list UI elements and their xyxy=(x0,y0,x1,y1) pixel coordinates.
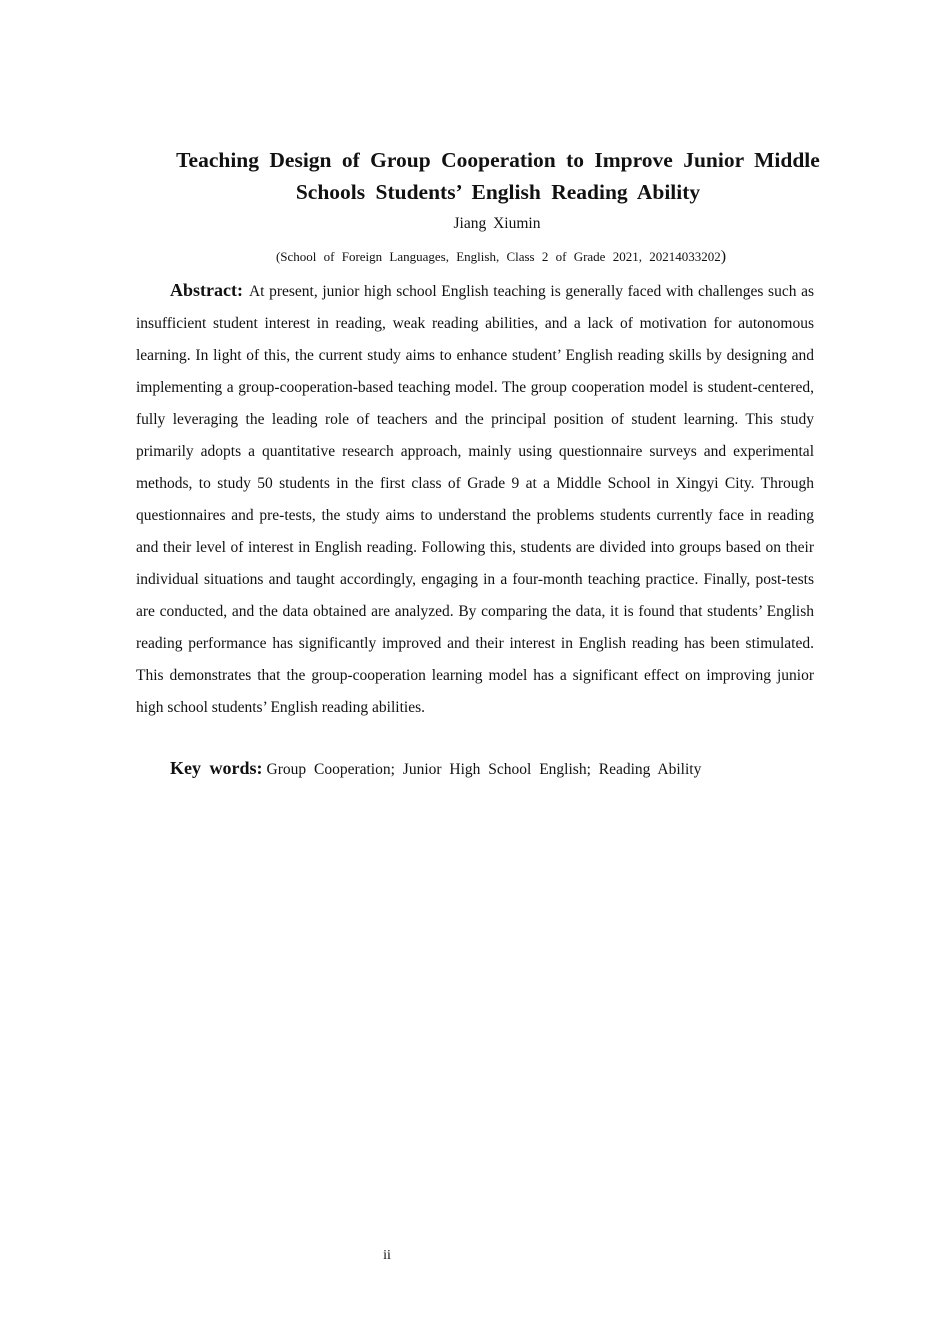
affiliation-text: (School of Foreign Languages, English, Class 2 of Grade 2021, 20214033202 xyxy=(275,249,721,264)
keywords-text: Group Cooperation; Junior High School English; Reading Ability xyxy=(266,761,702,778)
abstract-text: At present, junior high school English teaching is generally faced with challenges such as insufficient student interest in reading, weak reading abilities, and a lack of motivation for autonomous learning. In light of this, the current study aims to enhance student’ English reading skills by designing and implementing a group-cooperation-based teaching model. The group cooperation model is student-centered, fully leveraging the leading role of teachers and the principal position of student learning. This study primarily adopts a quantitative research approach, mainly using questionnaire surveys and experimental methods, to study 50 students in the first class of Grade 9 at a Middle School in Xingyi City. Through questionnaires and pre-tests, the study aims to understand the problems students currently face in reading and their level of interest in English reading. Following this, students are divided into groups based on their individual situations and taught accordingly, engaging in a four-month teaching practice. Finally, post-tests are conducted, and the data obtained are analyzed. By comparing the data, it is found that students’ English reading performance has significantly improved and their interest in English reading has been stimulated. This demonstrates that the group-cooperation learning model has a significant effect on improving junior high school students’ English reading abilities. xyxy=(136,283,814,716)
author-affiliation xyxy=(140,247,862,267)
paper-title-line-2: Schools Students’ English Reading Ability xyxy=(295,180,701,204)
paper-title-line-1: Teaching Design of Group Cooperation to Improve Junior Middle xyxy=(176,148,820,172)
affiliation-close-paren: ) xyxy=(720,248,727,265)
author-name: Jiang Xiumin xyxy=(453,215,541,232)
abstract-label: Abstract: xyxy=(170,280,243,300)
abstract-paragraph xyxy=(136,274,814,724)
page-number: ii xyxy=(383,1248,391,1263)
keywords-label: Key words: xyxy=(170,758,263,778)
keywords-paragraph xyxy=(136,752,814,786)
paper-title xyxy=(150,144,846,208)
